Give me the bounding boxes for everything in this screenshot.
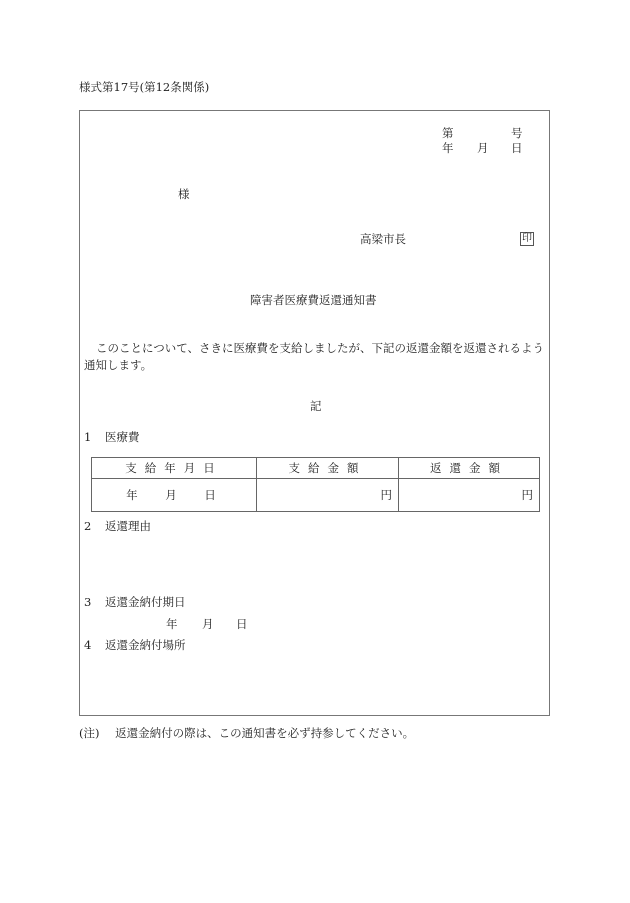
day-label: 日 — [204, 488, 216, 502]
issue-date-year: 年 — [442, 141, 454, 155]
section-number: 4 — [84, 638, 92, 652]
footnote — [79, 728, 414, 740]
addressee-suffix: 様 — [178, 187, 190, 201]
table-row — [92, 479, 540, 512]
header-paid-amount: 支給金額 — [257, 458, 399, 479]
section-number: 2 — [84, 519, 92, 533]
due-date-day: 日 — [236, 617, 248, 631]
section-label: 医療費 — [104, 430, 140, 444]
body-text — [84, 340, 548, 374]
number-prefix: 第 — [442, 126, 454, 140]
section-4 — [84, 640, 185, 652]
section-label: 返還金納付期日 — [104, 595, 186, 609]
table-header-row — [92, 458, 540, 479]
note-label: (注) — [79, 726, 100, 740]
note-text: 返還金納付の際は、この通知書を必ず持参してください。 — [115, 726, 415, 740]
medical-fee-table — [91, 457, 540, 512]
issue-date-day: 日 — [511, 141, 523, 155]
year-label: 年 — [126, 488, 138, 502]
section-2 — [84, 521, 151, 533]
header-payment-date: 支給年月日 — [92, 458, 257, 479]
section-3 — [84, 597, 185, 609]
section-number: 1 — [84, 430, 92, 444]
section-label: 返還金納付場所 — [104, 638, 186, 652]
issuer-title: 高梁市長 — [360, 232, 406, 246]
paid-amount-cell[interactable] — [257, 479, 399, 512]
yen-unit: 円 — [380, 488, 392, 502]
section-label: 返還理由 — [104, 519, 151, 533]
section-number: 3 — [84, 595, 92, 609]
document-title: 障害者医療費返還通知書 — [250, 293, 377, 307]
form-number: 様式第17号(第12条関係) — [79, 80, 210, 94]
yen-unit: 円 — [521, 488, 533, 502]
issue-date-month: 月 — [477, 141, 489, 155]
ki-label: 記 — [310, 399, 322, 413]
refund-amount-cell[interactable] — [399, 479, 540, 512]
body-text-content: このことについて、さきに医療費を支給しましたが、下記の返還金額を返還されるよう通知します。 — [84, 341, 545, 372]
payment-date-cell[interactable] — [92, 479, 257, 512]
number-suffix: 号 — [511, 126, 523, 140]
due-date-year: 年 — [166, 617, 178, 631]
due-date-month: 月 — [202, 617, 214, 631]
seal-icon: 印 — [522, 233, 532, 244]
header-refund-amount: 返還金額 — [399, 458, 540, 479]
notice-frame — [79, 110, 550, 716]
section-1 — [84, 432, 139, 444]
month-label: 月 — [165, 488, 177, 502]
